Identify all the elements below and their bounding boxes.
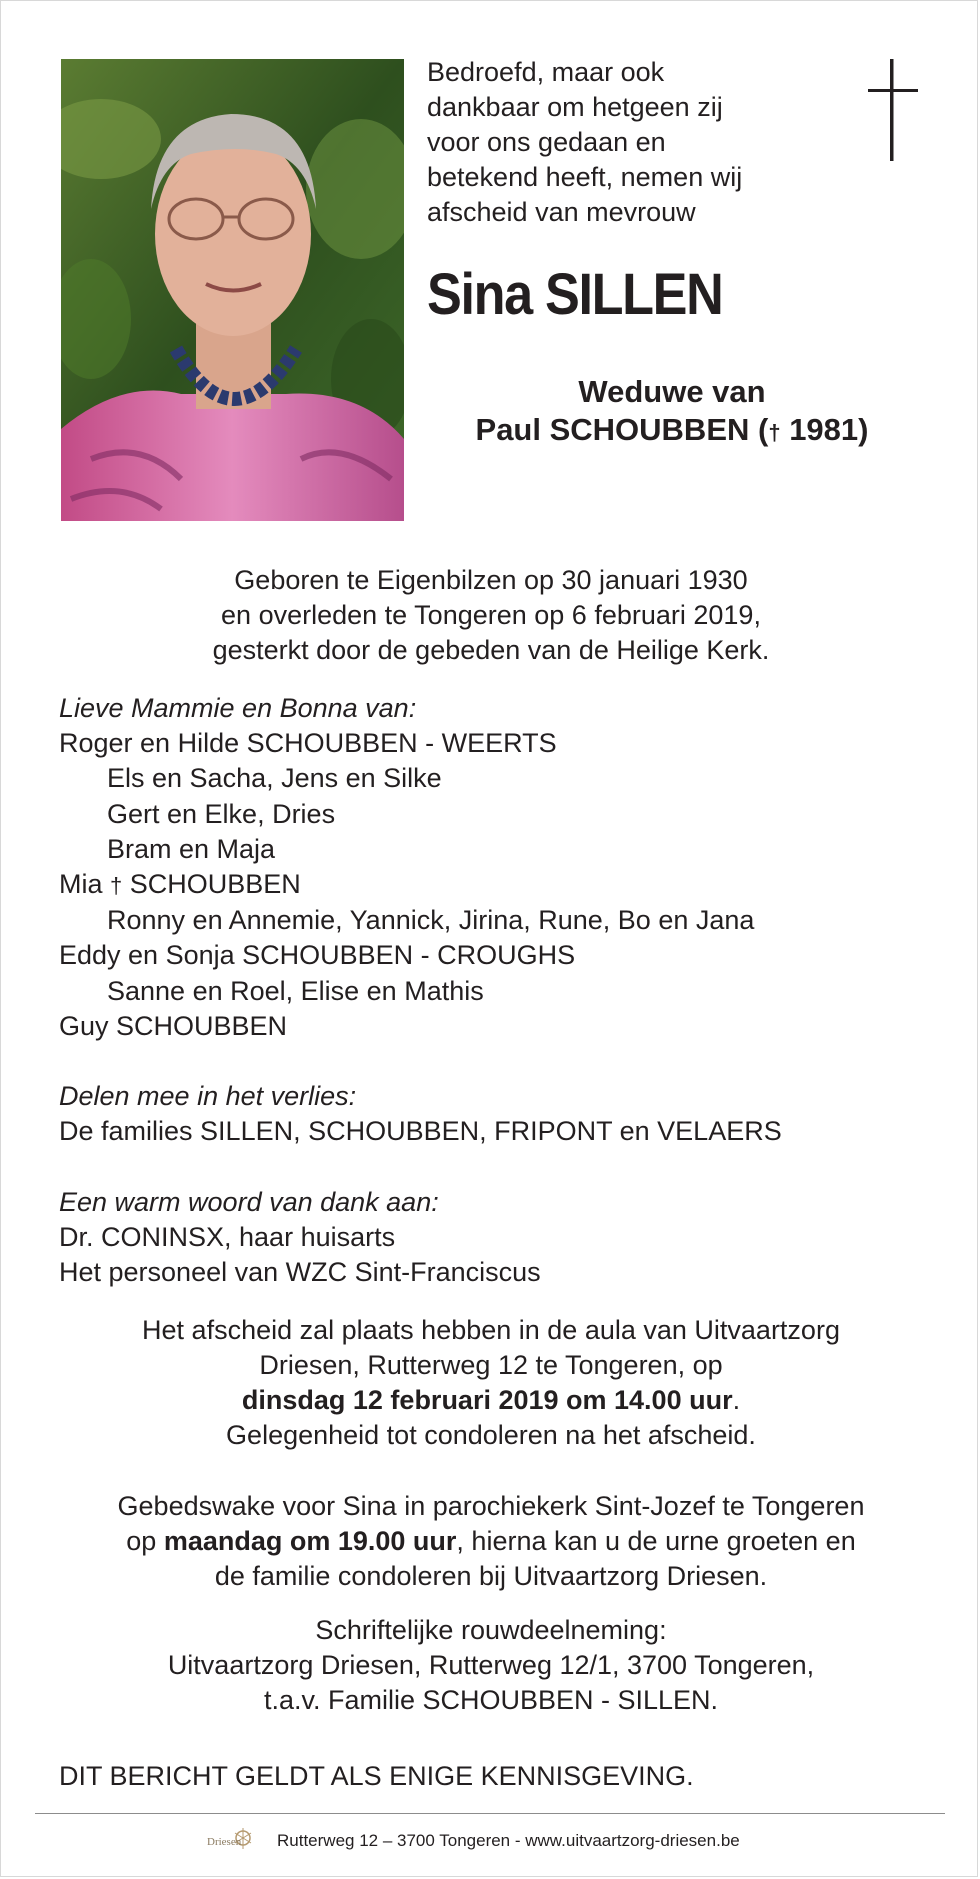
birth-line: gesterkt door de gebeden van de Heilige Kerk. [212,635,770,665]
thanks-block [59,1185,939,1291]
footer-address: Rutterweg 12 – 3700 Tongeren - www.uitvaartzorg-driesen.be [277,1831,740,1850]
birth-death-text [61,563,921,668]
written-line: t.a.v. Familie SCHOUBBEN - SILLEN. [263,1685,719,1715]
family-member: Roger en Hilde SCHOUBBEN - WEERTS [59,728,557,759]
driesen-logo [205,1825,263,1861]
notice: DIT BERICHT GELDT ALS ENIGE KENNISGEVING. [59,1761,694,1791]
intro-line: afscheid van mevrouw [427,197,696,227]
footer-divider [35,1813,945,1814]
portrait-illustration [61,59,404,521]
share-heading: Delen mee in het verlies: [59,1081,357,1111]
farewell-line: Gelegenheid tot condoleren na het afscheid. [226,1420,756,1450]
deceased-name: Sina SILLEN [427,262,723,327]
intro-line: betekend heeft, nemen wij [427,162,743,192]
family-member: Bram en Maja [107,833,276,864]
share-line: De families SILLEN, SCHOUBBEN, FRIPONT en VELAERS [59,1116,782,1147]
vigil-block [61,1489,921,1594]
intro-line: dankbaar om hetgeen zij [427,92,723,122]
family-heading: Lieve Mammie en Bonna van: [59,693,417,723]
birth-line: en overleden te Tongeren op 6 februari 2019, [221,600,761,630]
thanks-line: Dr. CONINSX, haar huisarts [59,1222,396,1253]
vigil-line: op maandag om 19.00 uur, hierna kan u de urne groeten en [126,1526,856,1556]
widow-line-2: Paul SCHOUBBEN († 1981) [475,412,869,447]
farewell-line: Driesen, Rutterweg 12 te Tongeren, op [259,1350,723,1380]
family-member: Els en Sacha, Jens en Silke [107,763,442,794]
birth-line: Geboren te Eigenbilzen op 30 januari 1930 [234,565,748,595]
farewell-date: dinsdag 12 februari 2019 om 14.00 uur. [241,1385,741,1415]
dagger-icon: † [110,873,123,899]
farewell-block [61,1313,921,1453]
intro-text [427,55,827,230]
thanks-line: Het personeel van WZC Sint-Franciscus [59,1257,541,1288]
widow-of [427,373,917,452]
portrait-photo [61,59,404,521]
logo-text: Driesen [207,1836,242,1848]
farewell-line: Het afscheid zal plaats hebben in de aula van Uitvaartzorg [142,1315,840,1345]
thanks-heading: Een warm woord van dank aan: [59,1187,439,1217]
family-member: Gert en Elke, Dries [107,798,336,829]
family-list [59,691,939,1044]
family-member: Eddy en Sonja SCHOUBBEN - CROUGHS [59,940,576,971]
vigil-line: Gebedswake voor Sina in parochiekerk Sint-Jozef te Tongeren [117,1491,865,1521]
share-block [59,1079,939,1149]
intro-line: Bedroefd, maar ook [427,57,665,87]
written-line: Schriftelijke rouwdeelneming: [315,1615,667,1645]
cross-icon [863,59,923,161]
written-condolence-block [61,1613,921,1718]
dagger-icon: † [768,420,781,445]
family-member: Guy SCHOUBBEN [59,1010,288,1041]
family-member: Sanne en Roel, Elise en Mathis [107,975,484,1006]
family-member: Ronny en Annemie, Yannick, Jirina, Rune, Bo en Jana [107,905,755,936]
widow-line-1: Weduwe van [578,374,766,409]
written-line: Uitvaartzorg Driesen, Rutterweg 12/1, 3700 Tongeren, [167,1650,815,1680]
intro-line: voor ons gedaan en [427,127,666,157]
vigil-line: de familie condoleren bij Uitvaartzorg Driesen. [214,1561,768,1591]
family-member: Mia † SCHOUBBEN [59,869,301,900]
